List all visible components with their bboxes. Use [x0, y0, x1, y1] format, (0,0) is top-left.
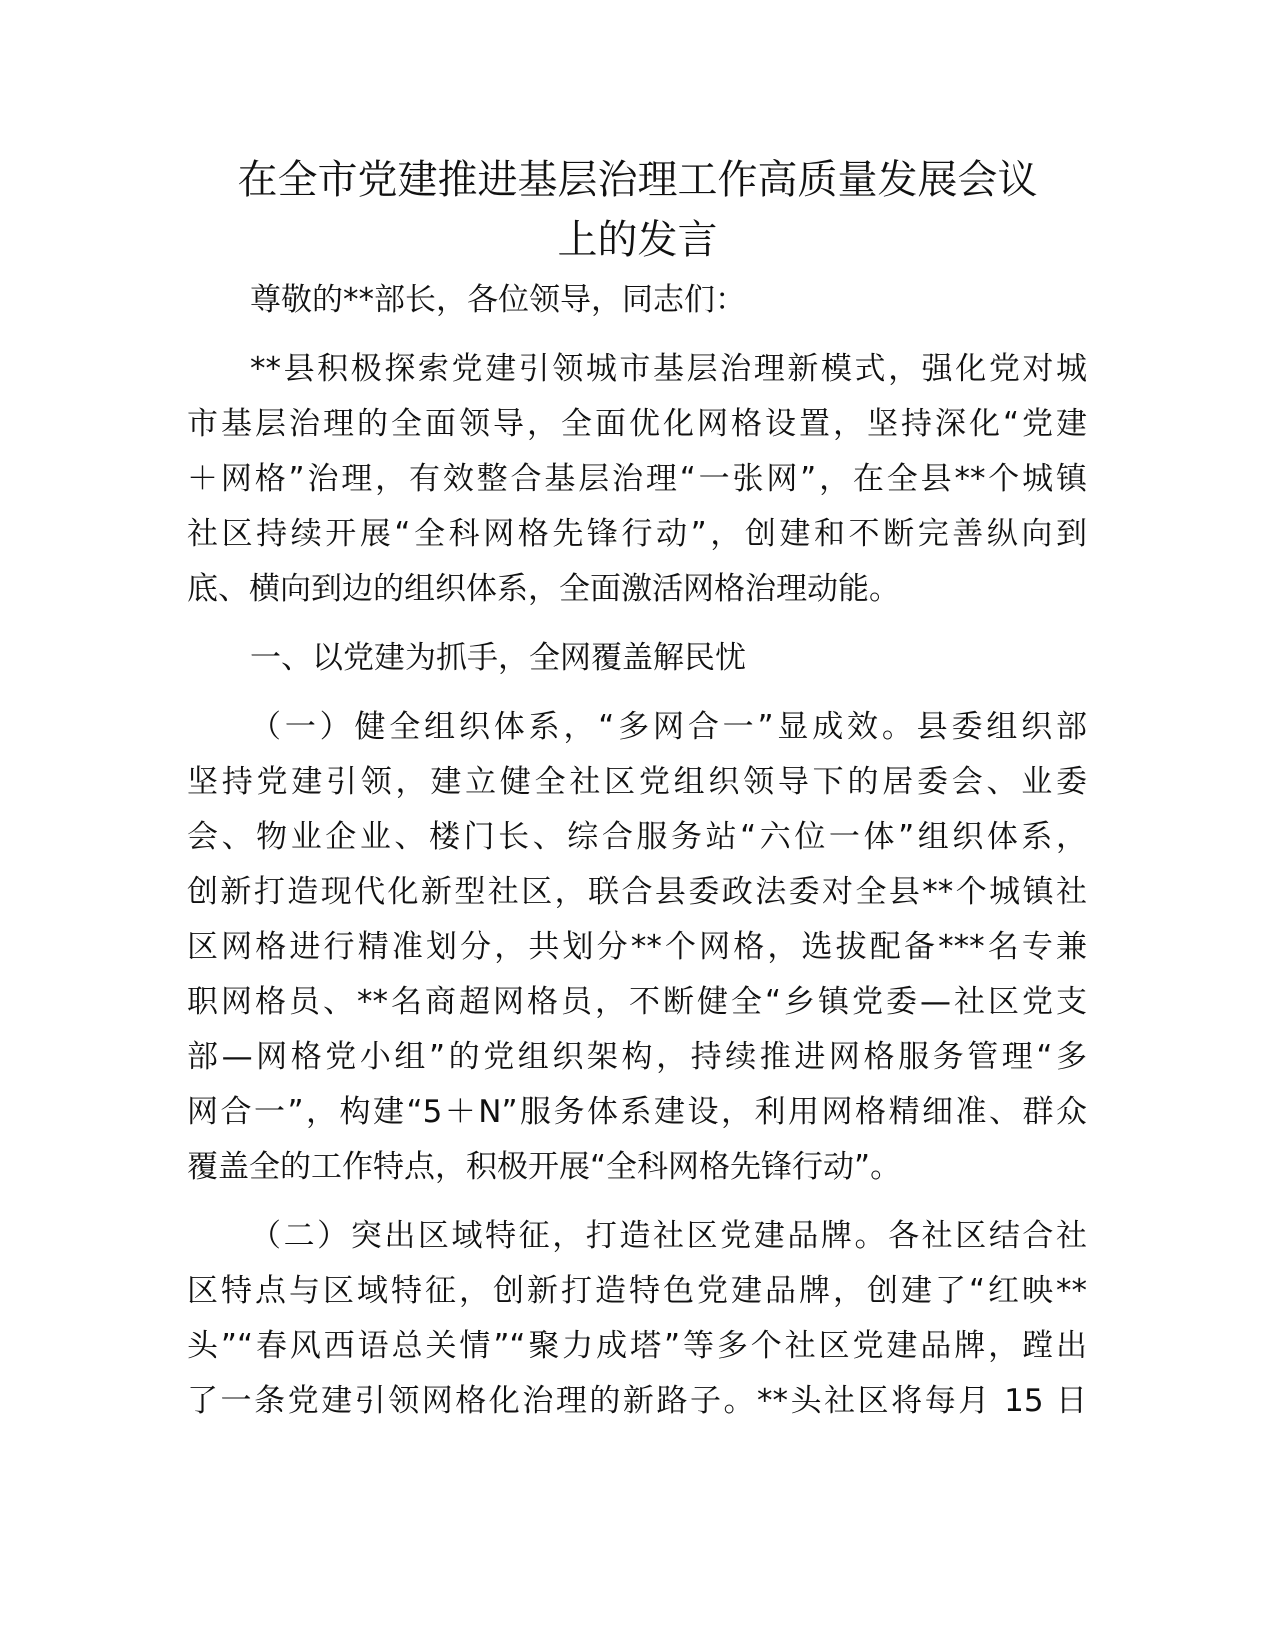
subsection1-line-5: 区网格进行精准划分，共划分**个网格，选拔配备***名专兼: [187, 929, 1087, 965]
subsection1-line-9: 覆盖全的工作特点，积极开展“全科网格先锋行动”。: [187, 1149, 902, 1185]
subsection1-line-6: 职网格员、**名商超网格员，不断健全“乡镇党委—社区党支: [187, 984, 1087, 1020]
subsection1-line-8: 网合一”，构建“5＋N”服务体系建设，利用网格精细准、群众: [187, 1094, 1087, 1130]
intro-line-4: 社区持续开展“全科网格先锋行动”，创建和不断完善纵向到: [187, 516, 1087, 552]
intro-line-3: ＋网格”治理，有效整合基层治理“一张网”，在全县**个城镇: [187, 461, 1087, 497]
document-title-line-2: 上的发言: [557, 217, 718, 263]
subsection2-line-1: （二）突出区域特征，打造社区党建品牌。各社区结合社: [250, 1218, 1087, 1254]
salutation: 尊敬的**部长，各位领导，同志们：: [250, 282, 746, 318]
subsection2-line-2: 区特点与区域特征，创新打造特色党建品牌，创建了“红映**: [187, 1273, 1087, 1309]
intro-line-2: 市基层治理的全面领导，全面优化网格设置，坚持深化“党建: [187, 406, 1087, 442]
document-title-line-1: 在全市党建推进基层治理工作高质量发展会议: [237, 157, 1038, 203]
subsection2-line-3: 头”“春风西语总关情”“聚力成塔”等多个社区党建品牌，蹚出: [187, 1328, 1087, 1364]
section-heading: 一、以党建为抓手，全网覆盖解民忧: [250, 640, 746, 676]
subsection1-line-3: 会、物业企业、楼门长、综合服务站“六位一体”组织体系，: [187, 819, 1087, 855]
subsection2-line-4: 了一条党建引领网格化治理的新路子。**头社区将每月 15 日: [187, 1383, 1087, 1419]
intro-line-1: **县积极探索党建引领城市基层治理新模式，强化党对城: [250, 351, 1087, 387]
subsection1-line-1: （一）健全组织体系，“多网合一”显成效。县委组织部: [250, 709, 1087, 745]
subsection1-line-2: 坚持党建引领，建立健全社区党组织领导下的居委会、业委: [187, 764, 1087, 800]
subsection1-line-7: 部—网格党小组”的党组织架构，持续推进网格服务管理“多: [187, 1039, 1087, 1075]
subsection1-line-4: 创新打造现代化新型社区，联合县委政法委对全县**个城镇社: [187, 874, 1087, 910]
intro-line-5: 底、横向到边的组织体系，全面激活网格治理动能。: [187, 571, 900, 607]
